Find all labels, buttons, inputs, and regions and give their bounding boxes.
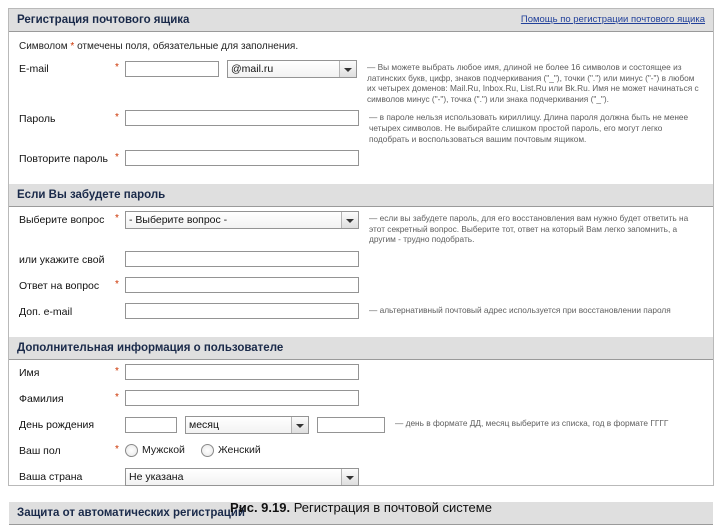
email-input[interactable] (125, 61, 219, 77)
answer-required-star: * (115, 279, 119, 291)
password-repeat-hint-spacer (359, 150, 703, 152)
password-input[interactable] (125, 110, 359, 126)
country-hint-spacer (359, 468, 703, 470)
answer-hint-spacer (359, 277, 703, 279)
password-repeat-label: Повторите пароль (19, 153, 108, 166)
personal-info-fields (9, 360, 713, 502)
extra-email-label: Доп. e-mail (19, 306, 73, 319)
email-domain-select[interactable] (227, 60, 357, 78)
page-title: Регистрация почтового ящика (17, 14, 190, 26)
captcha-title: Защита от автоматических регистраций (17, 507, 245, 520)
birthday-label: День рождения (19, 419, 95, 432)
answer-input[interactable] (125, 277, 359, 293)
figure-caption (0, 500, 722, 515)
chevron-down-icon (341, 469, 358, 485)
chevron-down-icon (339, 61, 356, 77)
birth-month-select[interactable] (185, 416, 309, 434)
extra-email-input[interactable] (125, 303, 359, 319)
row-extra-email (19, 303, 703, 323)
own-question-no-star (115, 251, 125, 253)
first-name-input[interactable] (125, 364, 359, 380)
birth-year-input[interactable] (317, 417, 385, 433)
figure-number: Рис. 9.19. (230, 500, 291, 515)
gender-required-star: * (115, 444, 119, 456)
extra-email-hint: — альтернативный почтовый адрес используется при восстановлении пароля (369, 305, 671, 316)
birthday-hint: — день в формате ДД, месяц выберите из списка, год в формате ГГГГ (395, 418, 669, 429)
radio-female-icon[interactable] (201, 444, 214, 457)
first-name-required-star: * (115, 366, 119, 378)
gender-male-label: Мужской (142, 443, 185, 456)
secret-question-select[interactable] (125, 211, 359, 229)
row-answer (19, 277, 703, 297)
country-no-star (115, 468, 125, 470)
row-gender (19, 442, 703, 462)
country-label: Ваша страна (19, 471, 83, 484)
country-select[interactable] (125, 468, 359, 486)
answer-label: Ответ на вопрос (19, 280, 100, 293)
extra-email-no-star (115, 303, 125, 305)
password-repeat-input[interactable] (125, 150, 359, 166)
own-question-hint-spacer (359, 251, 703, 253)
secret-question-required-star: * (115, 213, 119, 225)
secret-question-hint: — если вы забудете пароль, для его восстановления вам нужно будет ответить на этот секретный вопрос. Выберите тот, ответ на который Вам легко запомнить, а другим - трудно подобрать. (369, 213, 689, 245)
row-own-question (19, 251, 703, 271)
email-required-star: * (115, 62, 119, 73)
last-name-label: Фамилия (19, 393, 64, 406)
row-password-repeat (19, 150, 703, 170)
row-first-name (19, 364, 703, 384)
chevron-down-icon (291, 417, 308, 433)
last-name-required-star: * (115, 392, 119, 404)
email-hint: — Вы можете выбрать любое имя, длиной не более 16 символов и состоящее из латинских букв, цифр, знаков подчеркивания ("_"), точки (".") или минус ("-") в любом их четырех доменов: Mail.Ru, Inbox.Ru, List.Ru или Bk.Ru. Имя не может начинаться с символов минус ("-"), точка (".") или знака подчеркивания ("_"). (367, 62, 699, 104)
row-country (19, 468, 703, 488)
gender-female-option[interactable] (201, 442, 261, 456)
row-password (19, 110, 703, 144)
row-email (19, 60, 703, 104)
birth-month-value: месяц (189, 419, 220, 432)
forgot-password-title: Если Вы забудете пароль (17, 189, 166, 202)
first-name-hint-spacer (359, 364, 703, 366)
password-repeat-required-star: * (115, 152, 119, 164)
email-domain-value: @mail.ru (231, 63, 274, 75)
birthday-no-star (115, 416, 125, 418)
country-value: Не указана (129, 471, 184, 484)
chevron-down-icon (341, 212, 358, 228)
email-label: E-mail (19, 63, 49, 75)
password-required-star: * (115, 112, 119, 124)
radio-male-icon[interactable] (125, 444, 138, 457)
intro-text-before: Символом (19, 41, 68, 52)
gender-label: Ваш пол (19, 445, 61, 458)
last-name-input[interactable] (125, 390, 359, 406)
row-birthday (19, 416, 703, 436)
password-hint: — в пароле нельзя использовать кириллицу. Длина пароля должна быть не менее четырех символов. Не выбирайте слишком простой пароль, его могут легко подобрать и воспользоваться вашим почтовым ящиком. (369, 112, 689, 144)
section-header-registration (9, 9, 713, 32)
forgot-password-fields (9, 207, 713, 337)
gender-female-label: Женский (217, 443, 261, 456)
help-link[interactable]: Помощь по регистрации почтового ящика (520, 14, 705, 25)
own-question-input[interactable] (125, 251, 359, 267)
password-label: Пароль (19, 113, 56, 126)
required-star-icon: * (70, 41, 75, 52)
gender-male-option[interactable] (125, 442, 185, 456)
required-fields-note (9, 32, 713, 56)
intro-text-after: отмечены поля, обязательные для заполнения. (77, 41, 299, 52)
first-name-label: Имя (19, 367, 40, 380)
secret-question-label: Выберите вопрос (19, 214, 105, 227)
own-question-label: или укажите свой (19, 254, 105, 267)
last-name-hint-spacer (359, 390, 703, 392)
secret-question-value: - Выберите вопрос - (129, 214, 228, 227)
row-secret-question (19, 211, 703, 245)
row-last-name (19, 390, 703, 410)
figure-text: Регистрация в почтовой системе (293, 500, 492, 515)
gender-hint-spacer (261, 442, 703, 444)
personal-info-title: Дополнительная информация о пользователе (17, 342, 284, 355)
section-header-forgot-password (9, 184, 713, 207)
account-fields (9, 56, 713, 184)
birth-day-input[interactable] (125, 417, 177, 433)
section-header-personal-info (9, 337, 713, 360)
